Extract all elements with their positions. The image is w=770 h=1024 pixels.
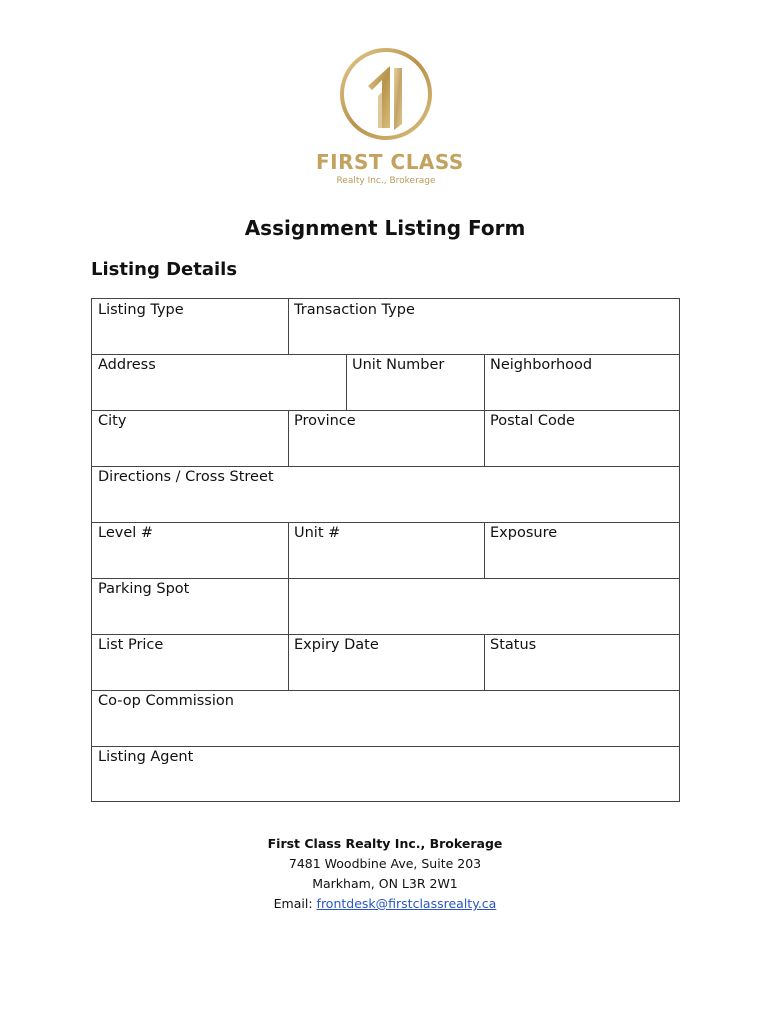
form-title: Assignment Listing Form bbox=[244, 216, 526, 240]
parking-spot-input[interactable] bbox=[288, 578, 679, 634]
listing-agent-field[interactable]: Listing Agent bbox=[98, 749, 194, 765]
city-field[interactable]: City bbox=[98, 413, 127, 429]
unit-number-field[interactable]: Unit Number bbox=[352, 357, 445, 373]
expiry-date-field[interactable]: Expiry Date bbox=[294, 637, 379, 653]
list-price-field[interactable]: List Price bbox=[98, 637, 164, 653]
footer-email-row bbox=[0, 894, 770, 914]
coop-commission-field[interactable]: Co-op Commission bbox=[98, 693, 234, 709]
listing-details-form bbox=[91, 298, 680, 802]
footer-company-name: First Class Realty Inc., Brokerage bbox=[267, 836, 503, 851]
address-field[interactable]: Address bbox=[98, 357, 156, 373]
first-class-logo-icon bbox=[338, 46, 434, 142]
footer-email-label: Email: bbox=[273, 896, 313, 911]
listing-type-field[interactable]: Listing Type bbox=[98, 302, 184, 318]
unit-field[interactable]: Unit # bbox=[294, 525, 341, 541]
company-logo bbox=[316, 46, 464, 194]
footer-contact bbox=[0, 834, 770, 914]
logo-company-subtitle: Realty Inc., Brokerage bbox=[336, 176, 436, 186]
parking-spot-label: Parking Spot bbox=[98, 581, 190, 597]
level-field[interactable]: Level # bbox=[98, 525, 154, 541]
footer-address-line2: Markham, ON L3R 2W1 bbox=[312, 876, 458, 891]
postal-code-field[interactable]: Postal Code bbox=[490, 413, 575, 429]
section-heading: Listing Details bbox=[91, 259, 238, 280]
status-field[interactable]: Status bbox=[490, 637, 537, 653]
neighborhood-field[interactable]: Neighborhood bbox=[490, 357, 593, 373]
exposure-field[interactable]: Exposure bbox=[490, 525, 558, 541]
province-field[interactable]: Province bbox=[294, 413, 356, 429]
directions-field[interactable]: Directions / Cross Street bbox=[98, 469, 274, 485]
footer-email-link[interactable]: frontdesk@firstclassrealty.ca bbox=[316, 896, 497, 911]
footer-address-line1: 7481 Woodbine Ave, Suite 203 bbox=[288, 856, 482, 871]
logo-company-name: FIRST CLASS bbox=[316, 150, 464, 174]
transaction-type-field[interactable]: Transaction Type bbox=[294, 302, 415, 318]
